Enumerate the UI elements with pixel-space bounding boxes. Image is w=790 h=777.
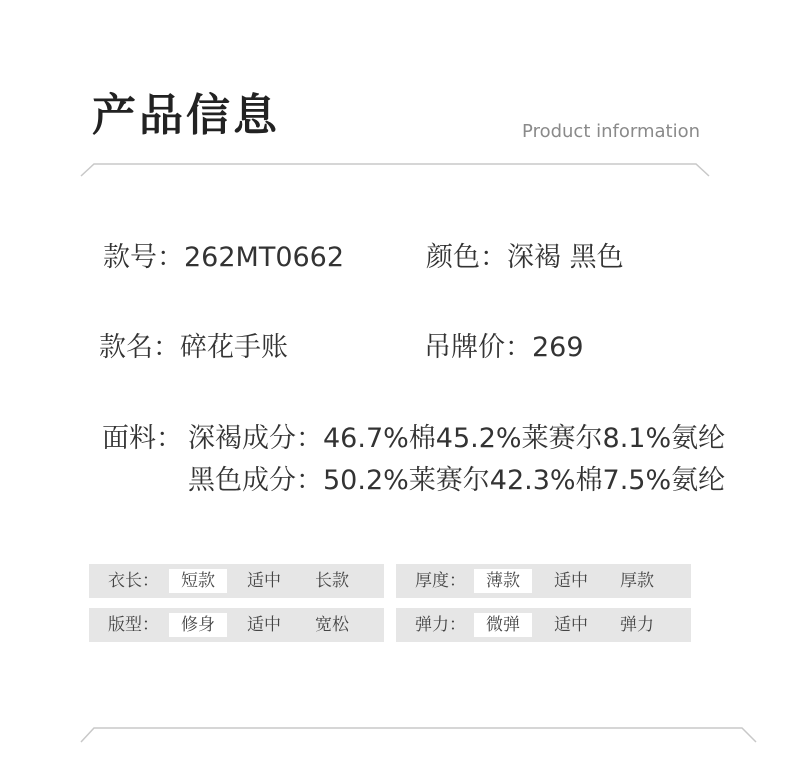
color-label: 颜色：	[426, 242, 507, 273]
attr-stretch-label: 弹力：	[415, 615, 466, 635]
attr-fit	[89, 608, 384, 642]
style-name-value: 碎花手账	[180, 332, 288, 363]
attr-thickness-label: 厚度：	[415, 571, 466, 591]
attr-fit-option-medium: 适中	[247, 615, 281, 635]
attr-length-option-short: 短款	[169, 569, 227, 593]
style-number	[103, 240, 344, 276]
attr-thickness	[396, 564, 691, 598]
header-divider	[80, 160, 710, 178]
attr-stretch	[396, 608, 691, 642]
fabric-label: 面料：	[102, 423, 183, 454]
fabric-line-dark-brown: 深褐成分：46.7%棉45.2%莱赛尔8.1%氨纶	[188, 423, 726, 454]
attr-stretch-option-slight: 微弹	[474, 613, 532, 637]
attr-thickness-option-thin: 薄款	[474, 569, 532, 593]
style-name	[99, 330, 288, 366]
fabric-line-black: 黑色成分：50.2%莱赛尔42.3%棉7.5%氨纶	[188, 465, 726, 496]
attr-fit-label: 版型：	[108, 615, 159, 635]
attr-thickness-option-thick: 厚款	[620, 571, 654, 591]
style-number-label: 款号：	[103, 242, 184, 273]
attr-thickness-option-medium: 适中	[554, 571, 588, 591]
attr-fit-option-slim: 修身	[169, 613, 227, 637]
page-title: 产品信息	[92, 90, 280, 141]
footer-divider	[80, 724, 760, 744]
style-name-label: 款名：	[99, 332, 180, 363]
attr-stretch-option-stretchy: 弹力	[620, 615, 654, 635]
attr-fit-option-loose: 宽松	[315, 615, 349, 635]
tag-price-value: 269	[532, 332, 584, 363]
color-value: 深褐 黑色	[507, 242, 624, 273]
attr-length-option-medium: 适中	[247, 571, 281, 591]
page-subtitle: Product information	[522, 121, 700, 142]
tag-price	[424, 330, 584, 366]
attr-length	[89, 564, 384, 598]
attr-length-option-long: 长款	[315, 571, 349, 591]
tag-price-label: 吊牌价：	[424, 332, 532, 363]
style-number-value: 262MT0662	[184, 242, 345, 273]
attr-length-label: 衣长：	[108, 571, 159, 591]
color	[426, 240, 624, 276]
attr-stretch-option-medium: 适中	[554, 615, 588, 635]
